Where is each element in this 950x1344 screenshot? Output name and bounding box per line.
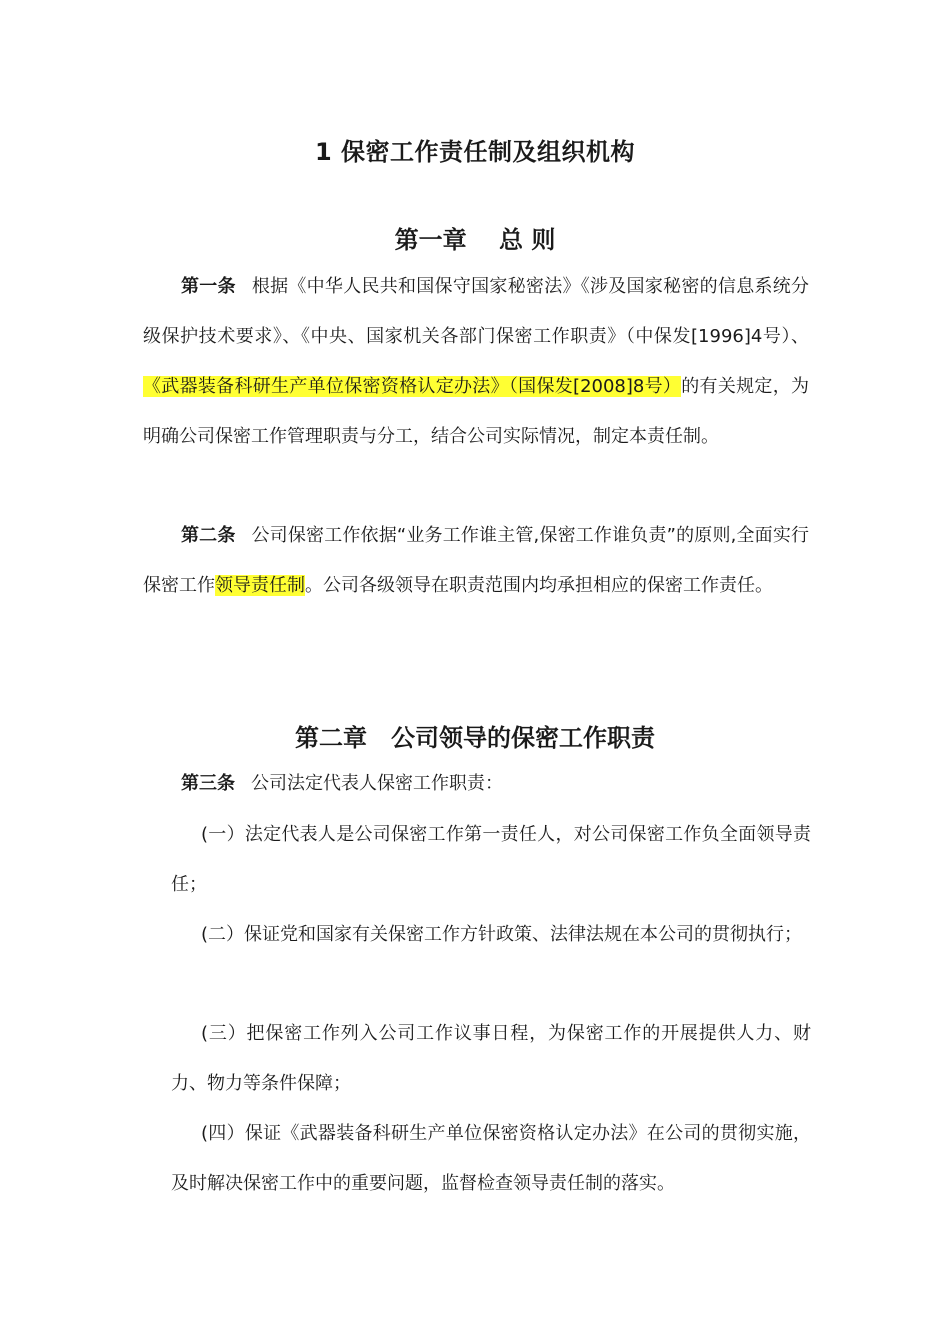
article-3-label: 第三条 [181, 773, 235, 794]
article-1-text-b: 的有关规定，为明确公司保密工作管理职责与分工，结合公司实际情况，制定本责任制。 [143, 376, 809, 447]
document-title: 1 保密工作责任制及组织机构 [314, 138, 636, 166]
article-1-highlighted-text: 《武器装备科研生产单位保密资格认定办法》（国保发[2008]8号） [143, 376, 682, 397]
article-1-text-a: 根据《中华人民共和国保守国家秘密法》《涉及国家秘密的信息系统分级保护技术要求》、《中央、国家机关各部门保密工作职责》（中保发[1996]4号）、 [143, 276, 810, 347]
article-2-highlighted-text: 领导责任制 [215, 575, 305, 596]
list-item: (一）法定代表人是公司保密工作第一责任人，对公司保密工作负全面领导责任； [171, 824, 811, 895]
article-2-text-a: 公司保密工作依据“业务工作谁主管,保密工作谁负责”的原则,全面实行保密工作 [143, 525, 810, 596]
list-item: (四）保证《武器装备科研生产单位保密资格认定办法》在公司的贯彻实施，及时解决保密工作中的重要问题，监督检查领导责任制的落实。 [171, 1123, 811, 1194]
article-3-text: 公司法定代表人保密工作职责： [251, 773, 503, 794]
chapter-1-heading: 第一章 总 则 [394, 226, 556, 254]
article-1-paragraph [143, 262, 809, 462]
article-2-label: 第二条 [181, 525, 236, 546]
article-2-text-b: 。公司各级领导在职责范围内均承担相应的保密工作责任。 [305, 575, 773, 596]
article-2-paragraph [143, 511, 809, 611]
chapter-2-heading: 第二章 公司领导的保密工作职责 [295, 724, 655, 752]
article-3-paragraph [143, 759, 809, 809]
list-item: (三）把保密工作列入公司工作议事日程，为保密工作的开展提供人力、财力、物力等条件保障； [171, 1023, 811, 1094]
article-1-label: 第一条 [181, 276, 236, 297]
list-item: (二）保证党和国家有关保密工作方针政策、法律法规在本公司的贯彻执行； [201, 924, 803, 945]
